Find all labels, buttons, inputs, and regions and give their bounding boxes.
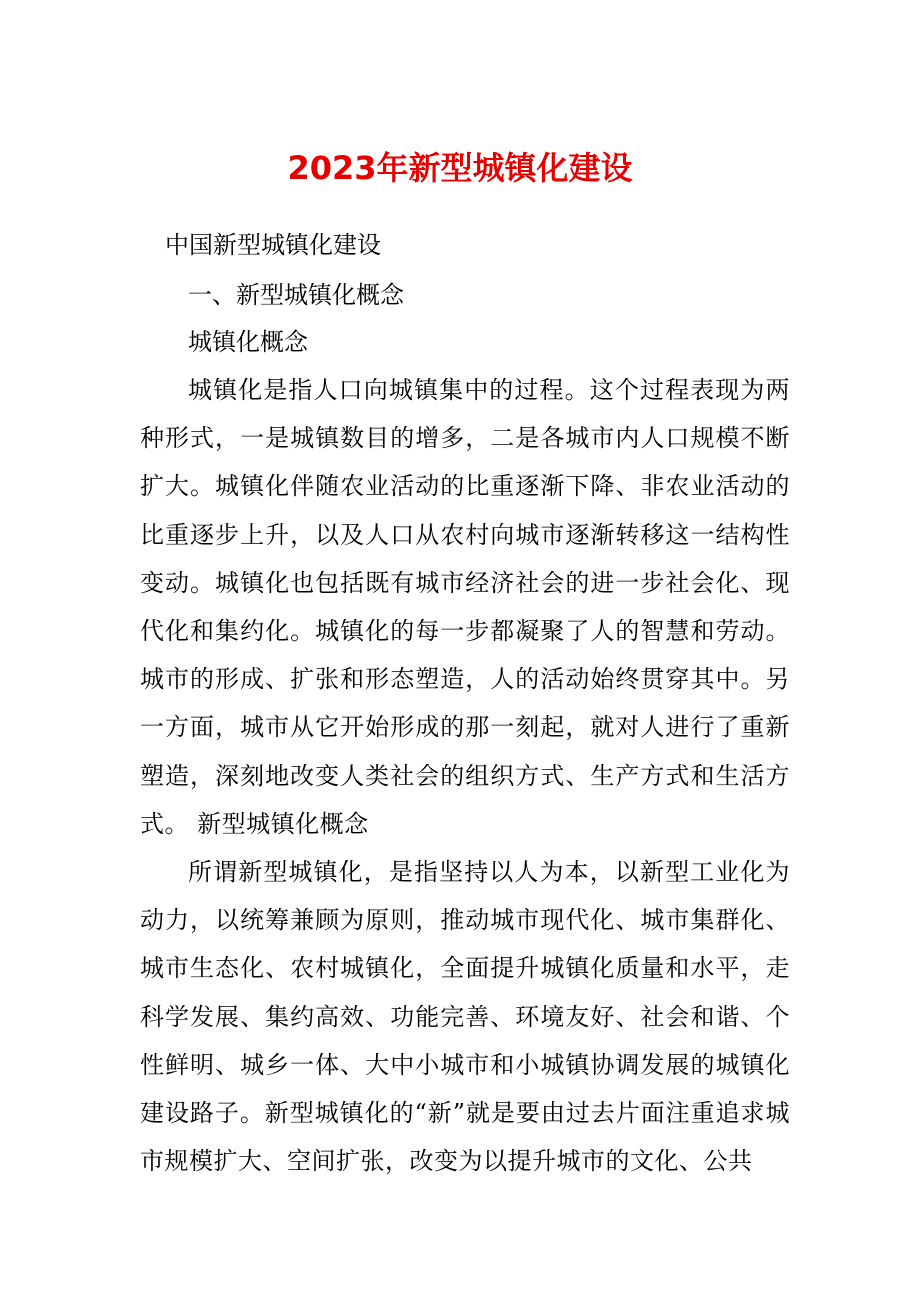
subsection-heading: 城镇化概念: [188, 328, 308, 356]
main-heading: 中国新型城镇化建设: [165, 231, 381, 259]
paragraph-new-urbanization-concept: 所谓新型城镇化，是指坚持以人为本，以新型工业化为动力，以统筹兼顾为原则，推动城市现代化、城市集群化、城市生态化、农村城镇化，全面提升城镇化质量和水平，走科学发展、集约高效、功能完善、环境友好、社会和谐、个性鲜明、城乡一体、大中小城市和小城镇协调发展的城镇化建设路子。新型城镇化的“新”就是要由过去片面注重追求城市规模扩大、空间扩张，改变为以提升城市的文化、公共: [140, 858, 790, 1176]
paragraph-urbanization-concept: 城镇化是指人口向城镇集中的过程。这个过程表现为两种形式，一是城镇数目的增多，二是各城市内人口规模不断扩大。城镇化伴随农业活动的比重逐渐下降、非农业活动的比重逐步上升，以及人口从农村向城市逐渐转移这一结构性变动。城镇化也包括既有城市经济社会的进一步社会化、现代化和集约化。城镇化的每一步都凝聚了人的智慧和劳动。城市的形成、扩张和形态塑造，人的活动始终贯穿其中。另一方面，城市从它开始形成的那一刻起，就对人进行了重新塑造，深刻地改变人类社会的组织方式、生产方式和生活方式。 新型城镇化概念: [140, 376, 790, 838]
section-heading: 一、新型城镇化概念: [188, 281, 404, 309]
document-title: 2023年新型城镇化建设: [287, 149, 633, 187]
